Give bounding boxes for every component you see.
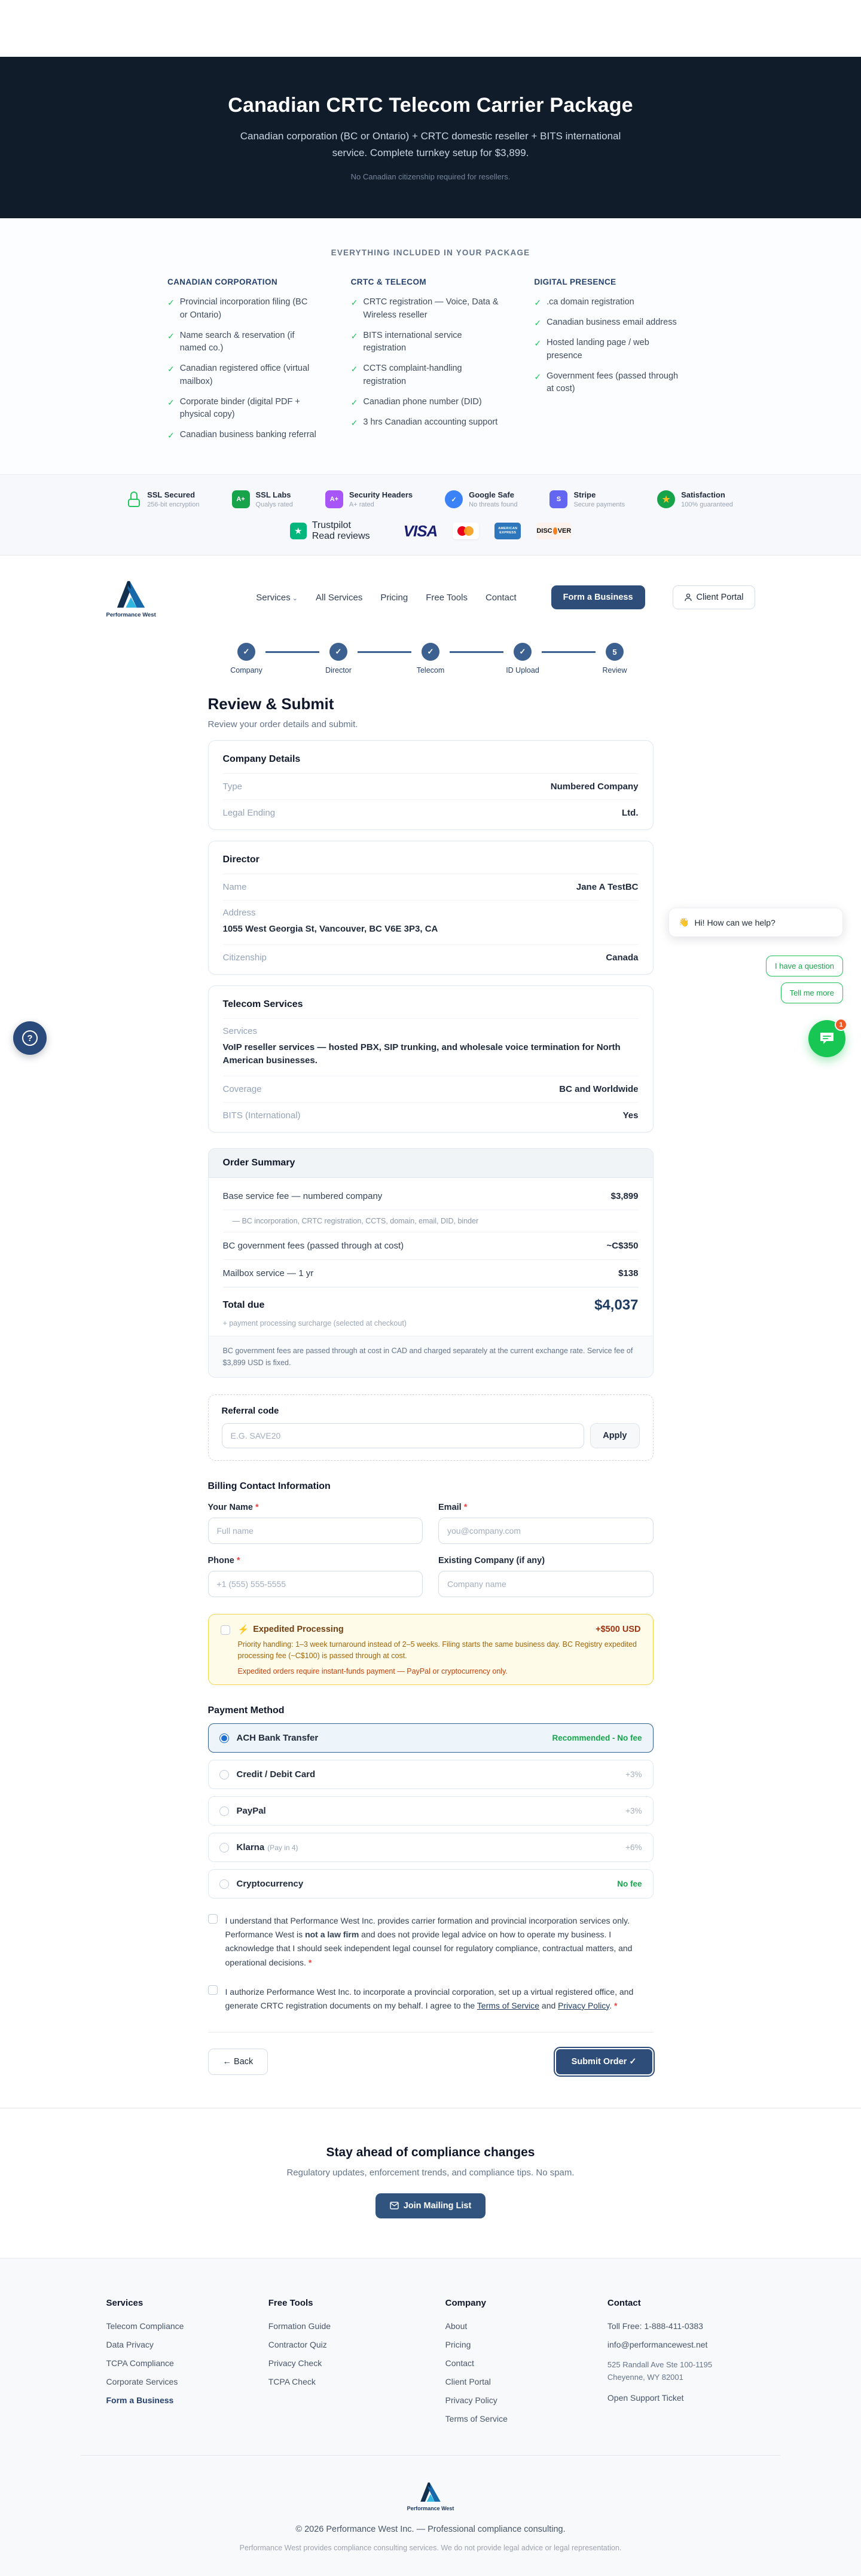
chat-unread-badge: 1 — [835, 1018, 847, 1031]
page-subtitle: Review your order details and submit. — [207, 719, 358, 730]
check-icon: ✓ — [167, 331, 175, 341]
check-icon: ✓ — [350, 331, 358, 341]
include-item: ✓ CCTS complaint-handling registration — [351, 362, 500, 389]
name-input[interactable] — [208, 1518, 423, 1544]
expedited-payment-note: Expedited orders require instant-funds payment — PayPal or cryptocurrency only. — [237, 1667, 508, 1676]
total-note: + payment processing surcharge (selected at checkout) — [222, 1318, 407, 1327]
brand-name: Performance West — [106, 611, 156, 618]
check-icon: ✓ — [167, 298, 175, 307]
back-button[interactable]: ← Back — [208, 2049, 268, 2075]
apply-referral-button[interactable]: Apply — [590, 1423, 639, 1448]
hero-banner — [0, 57, 861, 218]
wave-emoji-icon: 👋 — [679, 917, 689, 927]
step-number: 5 — [606, 643, 624, 661]
footer-link-contact[interactable]: Contact — [445, 2358, 474, 2368]
name-field-group: Your Name * Full name — [208, 1503, 423, 1544]
nav-pricing[interactable]: Pricing — [380, 592, 408, 603]
badge-security-headers: A+ Security Headers A+ rated — [325, 490, 413, 508]
referral-code-input[interactable] — [222, 1423, 585, 1448]
payment-method-title: Payment Method — [207, 1705, 285, 1716]
step-check-icon: ✓ — [329, 643, 347, 661]
trustpilot-badge[interactable]: ★ Trustpilot Read reviews — [290, 520, 370, 542]
lock-icon — [128, 492, 141, 507]
form-actions — [208, 2032, 654, 2080]
footer-link-about[interactable]: About — [445, 2321, 468, 2331]
footer-link-form-a-business[interactable]: Form a Business — [106, 2395, 174, 2405]
performance-west-mark-icon — [114, 577, 148, 611]
payment-option-subtext: (Pay in 4) — [267, 1843, 298, 1852]
visa-logo: VISA — [403, 521, 438, 540]
help-button[interactable] — [13, 1021, 47, 1055]
email-field-group: Email * you@company.com — [438, 1503, 654, 1544]
required-asterisk: * — [308, 1957, 312, 1967]
footer-link-privacy-check[interactable]: Privacy Check — [268, 2358, 322, 2368]
include-item: ✓ 3 hrs Canadian accounting support — [351, 416, 500, 429]
includes-column-corporation — [167, 277, 327, 449]
hero-note: No Canadian citizenship required for resellers. — [350, 172, 511, 182]
badge-stripe: S Stripe Secure payments — [549, 490, 625, 508]
check-icon: ✓ — [167, 397, 175, 407]
order-total — [223, 1287, 639, 1336]
include-item: ✓ Canadian business email address — [534, 316, 683, 329]
footer-link-privacy-policy[interactable]: Privacy Policy — [445, 2395, 497, 2405]
radio-icon — [219, 1770, 229, 1780]
column-title: CANADIAN CORPORATION — [167, 277, 277, 286]
required-asterisk: * — [614, 2000, 618, 2010]
step-telecom[interactable]: ✓ Telecom — [411, 643, 450, 674]
chat-quick-reply-tell-me-more[interactable]: Tell me more — [781, 982, 843, 1003]
detail-row: BITS (International) Yes — [223, 1102, 639, 1128]
terms-of-service-link[interactable]: Terms of Service — [477, 2000, 540, 2010]
total-value: $4,037 — [594, 1296, 639, 1313]
check-icon: ✓ — [167, 364, 175, 374]
payment-option-crypto[interactable]: Cryptocurrency No fee — [208, 1869, 654, 1899]
check-icon: ✓ — [534, 371, 542, 381]
not-a-law-firm-emphasis: not a law firm — [305, 1930, 359, 1940]
step-id-upload[interactable]: ✓ ID Upload — [503, 643, 542, 674]
check-icon: ✓ — [534, 318, 542, 328]
footer-email[interactable]: info@performancewest.net — [607, 2339, 708, 2349]
detail-row: Citizenship Canada — [223, 944, 639, 970]
submit-order-button[interactable]: Submit Order ✓ — [555, 2048, 654, 2076]
top-whitespace — [0, 0, 861, 57]
step-review[interactable]: 5 Review — [596, 643, 634, 674]
disclaimer-checkbox[interactable] — [208, 1914, 218, 1924]
detail-row: Legal Ending Ltd. — [223, 799, 639, 826]
includes-column-telecom — [351, 277, 511, 449]
footer-link-contractor-quiz[interactable]: Contractor Quiz — [268, 2339, 327, 2349]
check-icon: ✓ — [534, 338, 542, 348]
review-form — [208, 695, 654, 2080]
radio-icon — [219, 1879, 229, 1889]
disclaimer-agreement: I understand that Performance West Inc. provides carrier formation and provincial incorporation services only. Performance West is not a law firm and does not provide legal advice on how to operate my business. I acknowledge that I should seek independent legal counsel for regulatory compliance, contractual matters, and operational decisions. * — [208, 1914, 654, 1969]
form-a-business-button[interactable]: Form a Business — [551, 585, 645, 609]
footer-link-corporate-services[interactable]: Corporate Services — [106, 2376, 178, 2386]
page-footer — [0, 2258, 861, 2576]
hero-title: Canadian CRTC Telecom Carrier Package — [228, 93, 633, 117]
nav-free-tools[interactable]: Free Tools — [426, 592, 468, 603]
footer-company-column: Company About Pricing Contact Client Portal Privacy Policy Terms of Service — [445, 2298, 607, 2432]
referral-code-box — [208, 1394, 654, 1461]
authorization-checkbox[interactable] — [208, 1985, 218, 1995]
payment-fee: +3% — [625, 1806, 642, 1816]
check-icon: ✓ — [350, 397, 358, 407]
expedited-title: Expedited Processing — [253, 1624, 344, 1634]
page-title: Review & Submit — [207, 695, 334, 713]
mastercard-logo — [453, 523, 479, 539]
chevron-down-icon: ⌄ — [292, 594, 298, 602]
order-footnote: BC government fees are passed through at cost in CAD and charged separately at the current exchange rate. Service fee of $3,899 USD is fixed. — [209, 1336, 653, 1377]
step-director[interactable]: ✓ Director — [319, 643, 358, 674]
footer-link-telecom-compliance[interactable]: Telecom Compliance — [106, 2321, 184, 2331]
step-check-icon: ✓ — [514, 643, 532, 661]
copyright-text: © 2026 Performance West Inc. — Professional compliance consulting. — [295, 2524, 566, 2534]
badge-ssl-secured: SSL Secured 256-bit encryption — [128, 490, 199, 508]
payment-fee: +6% — [625, 1843, 642, 1852]
brand-logo[interactable] — [106, 577, 156, 618]
include-item: ✓ Corporate binder (digital PDF + physical copy) — [167, 396, 317, 422]
chat-bubble-icon — [819, 1031, 835, 1046]
badge-ssl-labs: A+ SSL Labs Qualys rated — [232, 490, 293, 508]
order-line: Base service fee — numbered company $3,899 — [223, 1183, 639, 1210]
footer-link-terms-of-service[interactable]: Terms of Service — [445, 2413, 508, 2424]
chat-launcher-button[interactable] — [808, 1020, 845, 1057]
detail-row: Address 1055 West Georgia St, Vancouver, BC V6E 3P3, CA — [223, 900, 639, 944]
footer-link-pricing[interactable]: Pricing — [445, 2339, 471, 2349]
newsletter-title: Stay ahead of compliance changes — [326, 2145, 535, 2159]
card-title: Director — [222, 854, 259, 865]
detail-row: Name Jane A TestBC — [223, 874, 639, 900]
existing-company-field-group: Existing Company (if any) Company name — [438, 1556, 654, 1597]
lightning-icon: ⚡ — [237, 1624, 249, 1635]
trust-badges-section — [0, 474, 861, 556]
required-asterisk: * — [255, 1502, 259, 1512]
chat-quick-reply-question[interactable]: I have a question — [766, 956, 843, 976]
check-icon: ✓ — [167, 431, 175, 440]
step-company[interactable]: ✓ Company — [227, 643, 265, 674]
expedited-checkbox[interactable] — [221, 1625, 230, 1635]
privacy-policy-link[interactable]: Privacy Policy — [558, 2000, 610, 2010]
footer-link-data-privacy[interactable]: Data Privacy — [106, 2339, 154, 2349]
badge-google-safe: ✓ Google Safe No threats found — [445, 490, 517, 508]
payment-fee: Recommended - No fee — [552, 1733, 642, 1743]
check-icon: ✓ — [534, 298, 542, 307]
step-connector — [450, 651, 503, 653]
step-connector — [265, 651, 319, 653]
column-title: CRTC & TELECOM — [350, 277, 426, 286]
chat-greeting-text: Hi! How can we help? — [694, 917, 775, 927]
card-title: Company Details — [222, 754, 301, 764]
nav-services[interactable]: Services ⌄ — [256, 592, 298, 603]
payment-option-ach[interactable]: ACH Bank Transfer Recommended - No fee — [208, 1723, 654, 1753]
order-line: BC government fees (passed through at cost) ~C$350 — [223, 1232, 639, 1260]
brand-name: Performance West — [407, 2505, 454, 2511]
include-item: ✓ Canadian phone number (DID) — [351, 396, 500, 409]
nav-all-services[interactable]: All Services — [315, 592, 363, 603]
check-icon: ✓ — [350, 364, 358, 374]
email-input[interactable] — [438, 1518, 654, 1544]
include-item: ✓ .ca domain registration — [534, 296, 683, 309]
include-item: ✓ Provincial incorporation filing (BC or Ontario) — [167, 296, 317, 322]
telecom-services-card — [208, 985, 654, 1133]
include-item: ✓ BITS international service registration — [351, 329, 500, 356]
newsletter-subtitle: Regulatory updates, enforcement trends, and compliance tips. No spam. — [286, 2167, 575, 2178]
card-title: Telecom Services — [222, 999, 303, 1009]
footer-support-ticket-link[interactable]: Open Support Ticket — [607, 2392, 684, 2403]
detail-row: Coverage BC and Worldwide — [223, 1076, 639, 1102]
footer-link-tcpa-check[interactable]: TCPA Check — [268, 2376, 316, 2386]
badge-satisfaction: ★ Satisfaction 100% guaranteed — [657, 490, 733, 508]
expedited-price: +$500 USD — [596, 1624, 641, 1634]
join-mailing-list-button[interactable]: Join Mailing List — [375, 2193, 486, 2218]
envelope-icon — [390, 2202, 399, 2209]
left-arrow-icon: ← — [222, 2056, 231, 2067]
step-connector — [542, 651, 596, 653]
order-line-note: — BC incorporation, CRTC registration, CCTS, domain, email, DID, binder — [223, 1210, 639, 1232]
detail-row: Services VoIP reseller services — hosted PBX, SIP trunking, and wholesale voice termination for North American businesses. — [223, 1018, 639, 1076]
payment-fee: No fee — [617, 1879, 642, 1889]
expedited-processing-box — [208, 1614, 654, 1686]
discover-logo: DISC VER — [536, 523, 571, 539]
footer-brand-logo — [407, 2480, 454, 2511]
star-icon: ★ — [657, 490, 675, 508]
legal-disclaimer: Performance West provides compliance consulting services. We do not provide legal advice or legal representation. — [239, 2543, 622, 2552]
grade-icon: A+ — [325, 490, 343, 508]
chat-greeting-bubble[interactable] — [668, 908, 843, 937]
main-navigation — [0, 556, 861, 639]
include-item: ✓ Name search & reservation (if named co.) — [167, 329, 317, 356]
footer-tools-column: Free Tools Formation Guide Contractor Quiz Privacy Check TCPA Check — [268, 2298, 445, 2432]
director-card — [208, 841, 654, 975]
hero-subtitle: Canadian corporation (BC or Ontario) + CRTC domestic reseller + BITS international service. Complete turnkey setup for $3,899. — [240, 130, 621, 158]
newsletter-section — [0, 2108, 861, 2258]
includes-heading: EVERYTHING INCLUDED IN YOUR PACKAGE — [331, 248, 530, 257]
check-icon: ✓ — [350, 417, 358, 428]
order-line: Mailbox service — 1 yr $138 — [222, 1268, 639, 1278]
stripe-icon: S — [549, 490, 567, 508]
radio-icon — [219, 1843, 229, 1852]
company-details-card — [208, 740, 654, 830]
referral-label: Referral code — [221, 1405, 279, 1416]
phone-input[interactable] — [208, 1571, 423, 1597]
footer-services-column: Services Telecom Compliance Data Privacy TCPA Compliance Corporate Services Form a Business — [106, 2298, 268, 2432]
detail-row: Type Numbered Company — [223, 773, 639, 799]
progress-stepper — [227, 643, 634, 674]
discover-dot-icon — [553, 527, 557, 535]
total-label: Total due — [222, 1299, 265, 1310]
payment-option-klarna[interactable]: Klarna (Pay in 4) +6% — [208, 1833, 654, 1862]
include-item: ✓ Hosted landing page / web presence — [534, 337, 683, 363]
performance-west-mark-icon — [418, 2480, 443, 2504]
order-summary-title: Order Summary — [209, 1149, 653, 1178]
step-check-icon: ✓ — [237, 643, 255, 661]
column-title: DIGITAL PRESENCE — [534, 277, 616, 286]
footer-link-client-portal[interactable]: Client Portal — [445, 2376, 491, 2386]
authorization-agreement: I authorize Performance West Inc. to incorporate a provincial corporation, set up a virtual registered office, and generate CRTC registration documents on my behalf. I agree to the Terms of Service and Privacy Policy. * — [208, 1985, 654, 2013]
step-check-icon: ✓ — [422, 643, 439, 661]
client-portal-button[interactable]: Client Portal — [673, 585, 755, 609]
include-item: ✓ Canadian registered office (virtual mailbox) — [167, 362, 317, 389]
check-circle-icon: ✓ — [445, 490, 463, 508]
nav-contact[interactable]: Contact — [485, 592, 517, 603]
question-mark-icon: ? — [22, 1030, 38, 1046]
footer-phone[interactable]: Toll Free: 1-888-411-0383 — [607, 2321, 703, 2331]
required-asterisk: * — [236, 1555, 240, 1565]
payment-fee: +3% — [625, 1770, 642, 1780]
amex-logo: AMERICAN EXPRESS — [494, 523, 521, 539]
footer-contact-column: Contact Toll Free: 1-888-411-0383 info@performancewest.net 525 Randall Ave Ste 100-1195 Cheyenne, WY 82001 Open Support Ticket — [607, 2298, 755, 2432]
expedited-description: Priority handling: 1–3 week turnaround instead of 2–5 weeks. Filing starts the same business day. BC Registry expedited processing fee (~C$100) is passed through at cost. — [237, 1640, 637, 1660]
include-item: ✓ Government fees (passed through at cost) — [534, 370, 683, 396]
includes-column-digital — [534, 277, 694, 449]
payment-option-card[interactable]: Credit / Debit Card +3% — [208, 1760, 654, 1789]
person-icon — [684, 593, 692, 602]
grade-icon: A+ — [232, 490, 250, 508]
required-asterisk: * — [463, 1502, 468, 1512]
billing-section-title: Billing Contact Information — [207, 1481, 331, 1491]
existing-company-input[interactable] — [438, 1571, 654, 1597]
trustpilot-star-icon: ★ — [290, 523, 307, 539]
footer-link-tcpa-compliance[interactable]: TCPA Compliance — [106, 2358, 174, 2368]
radio-selected-icon — [219, 1733, 229, 1743]
footer-address: 525 Randall Ave Ste 100-1195 Cheyenne, WY 82001 — [607, 2360, 713, 2382]
radio-icon — [219, 1806, 229, 1816]
include-item: ✓ CRTC registration — Voice, Data & Wireless reseller — [351, 296, 500, 322]
order-summary-card — [208, 1148, 654, 1378]
step-connector — [358, 651, 411, 653]
package-includes-section — [0, 218, 861, 474]
payment-option-paypal[interactable]: PayPal +3% — [208, 1796, 654, 1826]
check-icon: ✓ — [350, 298, 358, 307]
include-item: ✓ Canadian business banking referral — [167, 429, 317, 442]
phone-field-group: Phone * +1 (555) 555-5555 — [208, 1556, 423, 1597]
footer-link-formation-guide[interactable]: Formation Guide — [268, 2321, 331, 2331]
